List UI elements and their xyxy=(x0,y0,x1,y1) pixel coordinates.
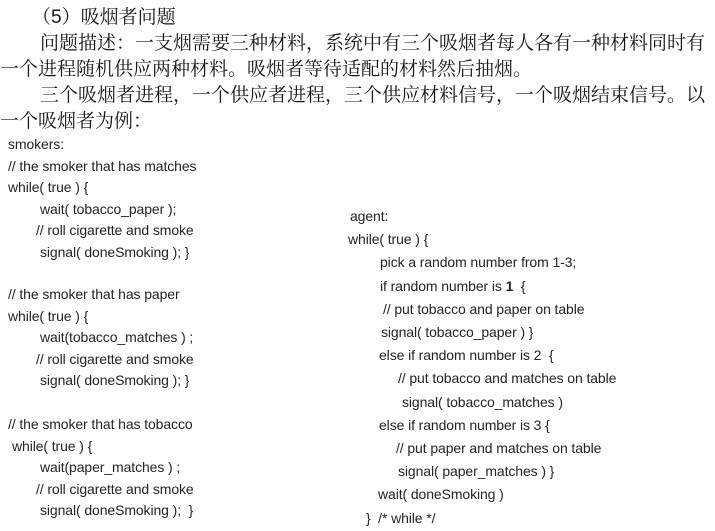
code-line: while( true ) { xyxy=(8,179,89,195)
code-line: while( true ) { xyxy=(348,231,429,248)
code-line: // the smoker that has paper xyxy=(8,286,180,302)
code-line: signal( doneSmoking ); } xyxy=(40,243,190,260)
text-line: 三个吸烟者进程，一个供应者进程，三个供应材料信号，一个吸烟结束信号。以 xyxy=(40,85,706,106)
code-line: // the smoker that has tobacco xyxy=(8,416,193,432)
code-line: signal( tobacco_paper ) } xyxy=(381,324,534,341)
code-line: wait( tobacco_paper ); xyxy=(40,200,177,217)
code-line xyxy=(348,275,616,298)
text-line: （5）吸烟者问题 xyxy=(32,7,176,28)
code-line: // roll cigarette and smoke xyxy=(36,222,194,238)
code-line: while( true ) { xyxy=(8,307,89,324)
code-line: wait( doneSmoking ) xyxy=(378,486,504,503)
code-line: wait(tobacco_matches ) ; xyxy=(40,329,194,345)
text-line: 一个吸烟者为例： xyxy=(0,111,153,132)
code-line: // roll cigarette and smoke xyxy=(36,350,194,367)
code-line: pick a random number from 1-3; xyxy=(380,254,577,271)
code-line: signal( doneSmoking ); } xyxy=(40,502,194,518)
code-line: wait(paper_matches ) ; xyxy=(40,459,181,475)
code-line: } /* while */ xyxy=(366,509,436,526)
code-segment: if random number is xyxy=(380,277,506,294)
code-line: // put paper and matches on table xyxy=(396,440,602,457)
smoker-matches-code-block xyxy=(8,134,196,263)
code-line: else if random number is 3 { xyxy=(379,416,550,433)
code-line: signal( paper_matches ) } xyxy=(398,463,555,480)
code-line: agent: xyxy=(350,208,389,224)
problem-description xyxy=(0,5,715,135)
code-segment: { xyxy=(513,277,526,294)
code-line: signal( tobacco_matches ) xyxy=(402,393,563,410)
code-line: // roll cigarette and smoke xyxy=(36,480,194,497)
text-line: 一个进程随机供应两种材料。吸烟者等待适配的材料然后抽烟。 xyxy=(0,59,533,80)
code-line: else if random number is 2 { xyxy=(379,347,554,364)
code-segment: 1 xyxy=(505,277,514,294)
code-line: while( true ) { xyxy=(12,437,93,454)
smoker-tobacco-code-block xyxy=(8,414,194,522)
text-line: 问题描述：一支烟需要三种材料，系统中有三个吸烟者每人各有一种材料同时有 xyxy=(40,33,706,54)
code-line: smokers: xyxy=(8,136,64,152)
agent-code-block xyxy=(348,205,616,530)
code-line: // put tobacco and paper on table xyxy=(383,300,585,317)
smoker-paper-code-block xyxy=(8,284,194,392)
code-line: signal( doneSmoking ); } xyxy=(40,372,190,388)
code-line: // the smoker that has matches xyxy=(8,157,197,174)
code-line: // put tobacco and matches on table xyxy=(398,370,617,387)
